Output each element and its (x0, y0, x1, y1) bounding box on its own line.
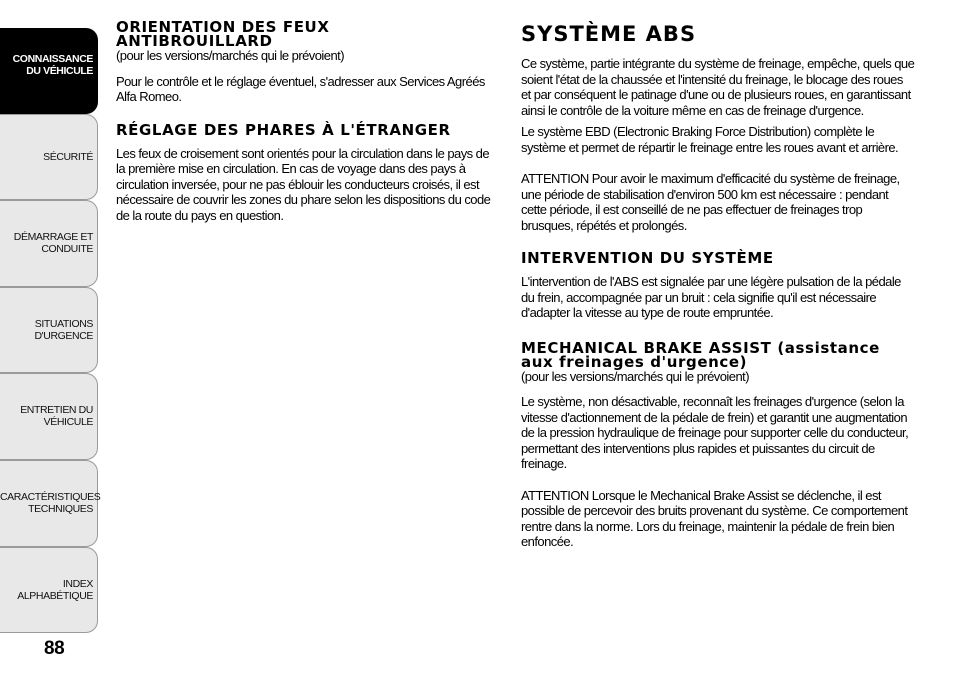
paragraph: Ce système, partie intégrante du système de freinage, empêche, quels que soient l'état de la chaussée et l'intensité du freinage, le blocage des roues et par conséquent le patinage d'une ou de plusieurs roues, en garantissant ainsi le contrôle de la voiture même en cas de freinage d'urgence. (521, 56, 915, 118)
paragraph: L'intervention de l'ABS est signalée par une légère pulsation de la pédale du frein, accompagnée par un bruit : cela signifie qu'il est nécessaire d'adapter la vitesse au type de route empruntée. (521, 274, 901, 320)
tab-label: ENTRETIEN DU VÉHICULE (20, 404, 93, 428)
tab-entretien-vehicule[interactable] (0, 373, 98, 460)
tab-label: SÉCURITÉ (43, 151, 93, 163)
tab-label: DÉMARRAGE ET CONDUITE (13, 231, 93, 255)
tab-label: INDEX ALPHABÉTIQUE (17, 578, 93, 602)
section-note: (pour les versions/marchés qui le prévoient) (521, 368, 749, 384)
title-line: ANTIBROUILLARD (116, 32, 273, 50)
paragraph: Pour le contrôle et le réglage éventuel, s'adresser aux Services Agréés Alfa Romeo. (116, 73, 485, 104)
page-number: 88 (44, 638, 65, 659)
left-column (116, 20, 498, 223)
page-title: SYSTÈME ABS (521, 22, 697, 46)
section-title-intervention: INTERVENTION DU SYSTÈME (521, 249, 774, 267)
tab-situations-urgence[interactable] (0, 287, 98, 373)
section-title-reglage: RÉGLAGE DES PHARES À L'ÉTRANGER (116, 120, 451, 139)
section-title-brake-assist (521, 338, 915, 371)
tab-index-alphabetique[interactable] (0, 547, 98, 633)
paragraph: Le système EBD (Electronic Braking Force Distribution) complète le système et permet de répartir le freinage entre les roues avant et arrière. (521, 124, 899, 155)
title-line: MECHANICAL BRAKE ASSIST (assistance (521, 338, 880, 357)
paragraph: Le système, non désactivable, reconnaît les freinages d'urgence (selon la vitesse d'actionnement de la pédale de frein) et garantit une augmentation de la pression hydraulique de freinage pour supporter celle du conducteur, permettant des interventions plus rapides et puissantes du circuit de freinage. (521, 394, 909, 471)
right-column (521, 22, 915, 550)
warning-paragraph: ATTENTION Lorsque le Mechanical Brake Assist se déclenche, il est possible de percevoir des bruits provenant du système. Ce comportement rentre dans la norme. Lors du freinage, maintenir la pédale de frein bien enfoncée. (521, 487, 908, 549)
section-title-orientation (116, 20, 498, 48)
tab-label: CONNAISSANCE DU VÉHICULE (12, 53, 93, 77)
tab-label: CARACTÉRISTIQUES TECHNIQUES (0, 491, 101, 515)
tab-securite[interactable] (0, 114, 98, 200)
tab-label: SITUATIONS D'URGENCE (34, 318, 93, 342)
tab-connaissance-vehicule[interactable] (0, 28, 98, 114)
section-note: (pour les versions/marchés qui le prévoient) (116, 48, 344, 63)
tab-demarrage-conduite[interactable] (0, 200, 98, 287)
tab-caracteristiques-techniques[interactable] (0, 460, 101, 547)
title-line: ORIENTATION DES FEUX (116, 18, 330, 36)
title-line: aux freinages d'urgence) (521, 352, 748, 371)
warning-paragraph: ATTENTION Pour avoir le maximum d'efficacité du système de freinage, une période de stabilisation d'environ 500 km est nécessaire : pendant cette période, il est conseillé de ne pas effectuer de freinages trop brusques, répétés et prolongés. (521, 171, 900, 233)
paragraph: Les feux de croisement sont orientés pour la circulation dans le pays de la première mise en circulation. En cas de voyage dans des pays à circulation inversée, pour ne pas éblouir les conducteurs croisés, il est nécessaire de couvrir les zones du phare selon les dispositions du code de la route du pays en question. (116, 145, 491, 223)
